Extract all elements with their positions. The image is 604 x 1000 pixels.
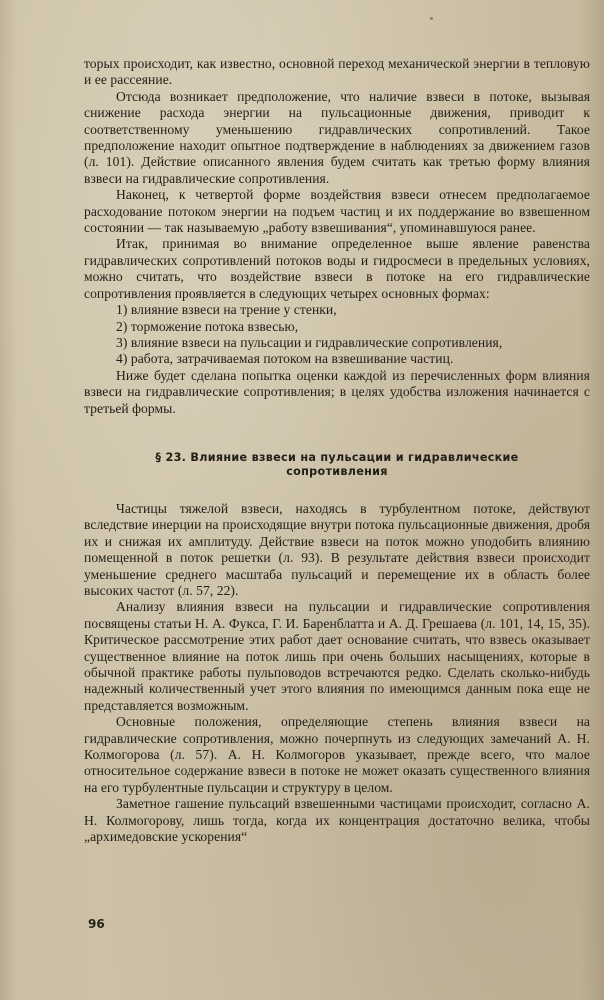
- section-paragraph: Основные положения, определяющие степень влияния взвеси на гидравлические сопротивления, можно почерпнуть из следующих замечаний А. Н. Колмогорова (л. 57). А. Н. Колмогоров указывает, прежде всего, что малое относительное содержание взвеси в потоке не может оказать существенного влияния на его турбулентные пульсации и структуру в целом.: [84, 714, 590, 795]
- section-paragraph: Анализу влияния взвеси на пульсации и гидравлические сопротивления посвящены статьи Н. А. Фукса, Г. И. Баренблатта и А. Д. Грешаева (л. 101, 14, 15, 35). Критическое рассмотрение этих работ дает основание считать, что взвесь оказывает существенное влияние на поток лишь при очень больших насыщениях, которые в обычной практике работы пульповодов встречаются редко. Сделать сколько-нибудь надежный количественный учет этого влияния по имеющимся данным пока еще не представляется возможным.: [84, 599, 590, 713]
- paragraph-summary: Итак, принимая во внимание определенное выше явление равенства гидравлических сопротивлений потоков воды и гидросмеси в предельных условиях, можно считать, что воздействие взвеси в потоке на его гидравлические сопротивления проявляется в следующих четырех основных формах:: [84, 236, 590, 301]
- spacer: [84, 479, 590, 501]
- list-item: 3) влияние взвеси на пульсации и гидравлические сопротивления,: [116, 334, 503, 350]
- section-paragraph: Частицы тяжелой взвеси, находясь в турбулентном потоке, действуют вследствие инерции на происходящие внутри потока пульсационные движения, дробя их и снижая их амплитуду. Действие взвеси на поток можно уподобить влиянию помещенной в поток решетки (л. 93). В результате действия взвеси происходит уменьшение среднего масштаба пульсаций и перемещение их в область более высоких частот (л. 57, 22).: [84, 500, 590, 598]
- list-item: 1) влияние взвеси на трение у стенки,: [116, 302, 337, 318]
- page-number: 96: [88, 917, 105, 931]
- paragraph-fourth-form: Наконец, к четвертой форме воздействия взвеси отнесем предполагаемое расходование потоком энергии на подъем частиц и их поддержание во взвешенном состоянии — так называемую „работу взвешивания“, упоминавшуюся ранее.: [84, 187, 590, 236]
- section-paragraph: Заметное гашение пульсаций взвешенными частицами происходит, согласно А. Н. Колмогорову, лишь тогда, когда их концентрация достаточно велика, чтобы „архимедовские ускорения“: [84, 796, 590, 845]
- section-heading: § 23. Влияние взвеси на пульсации и гидравлические сопротивления: [155, 450, 519, 478]
- page-text: [84, 56, 590, 845]
- forms-list: [84, 302, 590, 368]
- list-item: 4) работа, затрачиваемая потоком на взвешивание частиц.: [116, 351, 454, 367]
- paragraph-continued: торых происходит, как известно, основной переход механической энергии в тепловую и ее рассеяние.: [84, 56, 590, 88]
- paragraph-third-form: Отсюда возникает предположение, что наличие взвеси в потоке, вызывая снижение расхода энергии на пульсационные движения, приводит к соответственному уменьшению гидравлических сопротивлений. Такое предположение находит опытное подтверждение в наблюдениях за движением газов (л. 101). Действие описанного явления будем считать как третью форму влияния взвеси на гидравлические сопротивления.: [84, 88, 590, 186]
- spacer: [84, 417, 590, 451]
- paragraph-after-list: Ниже будет сделана попытка оценки каждой из перечисленных форм влияния взвеси на гидравлические сопротивления; в целях удобства изложения начинается с третьей формы.: [84, 367, 590, 416]
- paper-speck: [430, 17, 433, 20]
- list-item: 2) торможение потока взвесью,: [116, 318, 299, 334]
